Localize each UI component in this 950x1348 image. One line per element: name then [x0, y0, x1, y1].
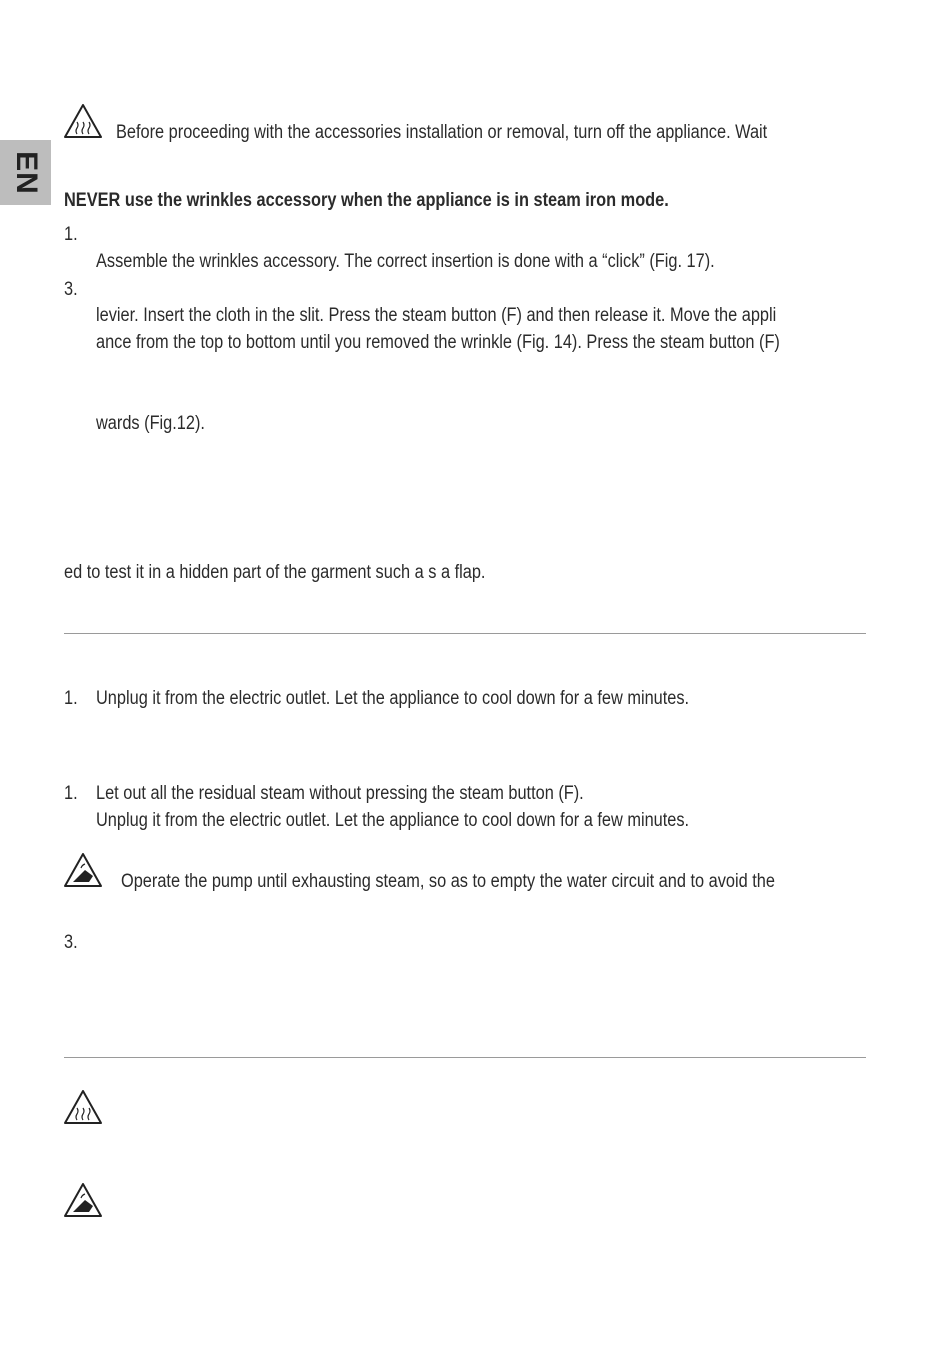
test-note: ed to test it in a hidden part of the garment such a s a flap. — [64, 562, 486, 583]
section-divider — [64, 633, 866, 634]
hand-caution-warning-icon — [63, 852, 103, 888]
section-divider — [64, 1057, 866, 1058]
step-text-assemble: Assemble the wrinkles accessory. The correct insertion is done with a “click” (Fig. 17). — [96, 251, 715, 272]
never-use-notice: NEVER use the wrinkles accessory when the appliance is in steam iron mode. — [64, 190, 669, 211]
hot-surface-warning-icon — [63, 103, 103, 139]
hot-surface-warning-icon — [63, 1089, 103, 1125]
unplug-instruction: Unplug it from the electric outlet. Let the appliance to cool down for a few minutes. — [96, 688, 690, 709]
step-text-line: levier. Insert the cloth in the slit. Press the steam button (F) and then release it. Move the appli — [96, 305, 777, 326]
residual-steam-instruction: Let out all the residual steam without pressing the steam button (F). — [96, 783, 584, 804]
language-tab-label: EN — [9, 150, 43, 195]
step-number: 1. — [64, 783, 78, 804]
unplug-instruction: Unplug it from the electric outlet. Let the appliance to cool down for a few minutes. — [96, 810, 690, 831]
step-text-line: wards (Fig.12). — [96, 413, 205, 434]
warning-text-accessories: Before proceeding with the accessories installation or removal, turn off the appliance. Wait — [116, 122, 768, 143]
step-number: 3. — [64, 279, 78, 300]
step-number: 1. — [64, 224, 78, 245]
hand-caution-warning-icon — [63, 1182, 103, 1218]
step-number: 3. — [64, 932, 78, 953]
step-text-line: ance from the top to bottom until you removed the wrinkle (Fig. 14). Press the steam button (F) — [96, 332, 780, 353]
step-number: 1. — [64, 688, 78, 709]
language-tab — [0, 140, 51, 205]
warning-text-pump: Operate the pump until exhausting steam, so as to empty the water circuit and to avoid the — [121, 871, 775, 892]
